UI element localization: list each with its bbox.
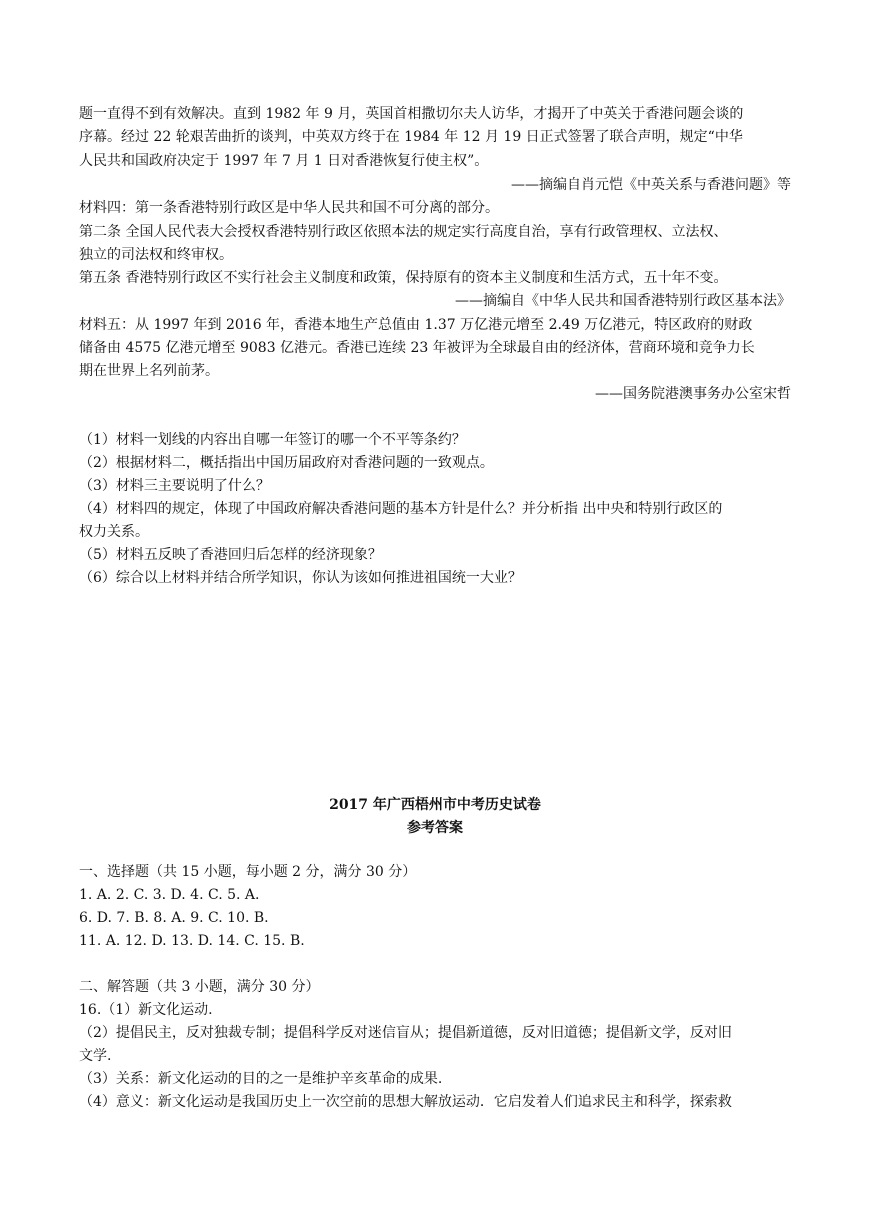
question-item: （6）综合以上材料并结合所学知识，你认为该如何推进祖国统一大业？ bbox=[79, 570, 522, 586]
question-item: （3）材料三主要说明了什么？ bbox=[79, 478, 270, 494]
answer-line: 文学. bbox=[79, 1048, 112, 1064]
answer-subtitle: 参考答案 bbox=[407, 820, 463, 836]
question-item: （2）根据材料二，概括指出中国历届政府对香港问题的一致观点。 bbox=[79, 455, 494, 471]
material-five-source: ——国务院港澳事务办公室宋哲 bbox=[595, 386, 791, 402]
material-three-line: 人民共和国政府决定于 1997 年 7 月 1 日对香港恢复行使主权”。 bbox=[79, 153, 489, 169]
answer-line: （3）关系：新文化运动的目的之一是维护辛亥革命的成果. bbox=[79, 1071, 443, 1087]
question-item: （4）材料四的规定，体现了中国政府解决香港问题的基本方针是什么？并分析指 出中央和特别行政区的 bbox=[79, 501, 723, 517]
material-five-line: 期在世界上名列前茅。 bbox=[79, 363, 219, 379]
material-five-line: 储备由 4575 亿港元增至 9083 亿港元。香港已连续 23 年被评为全球最自由的经济体，营商环境和竞争力长 bbox=[79, 340, 755, 356]
material-three-line: 序幕。经过 22 轮艰苦曲折的谈判，中英双方终于在 1984 年 12 月 19 日正式签署了联合声明，规定“中华 bbox=[79, 129, 743, 145]
choice-answer-row: 11. A. 12. D. 13. D. 14. C. 15. B. bbox=[79, 933, 305, 949]
answer-line: （2）提倡民主，反对独裁专制；提倡科学反对迷信盲从；提倡新道德，反对旧道德；提倡新文学，反对旧 bbox=[79, 1025, 732, 1041]
material-five-line: 材料五：从 1997 年到 2016 年，香港本地生产总值由 1.37 万亿港元增至 2.49 万亿港元，特区政府的财政 bbox=[79, 317, 753, 333]
question-item: （1）材料一划线的内容出自哪一年签订的哪一个不平等条约？ bbox=[79, 432, 466, 448]
question-item: （5）材料五反映了香港回归后怎样的经济现象？ bbox=[79, 547, 382, 563]
question-item: 权力关系。 bbox=[79, 524, 149, 540]
choice-answer-row: 6. D. 7. B. 8. A. 9. C. 10. B. bbox=[79, 910, 269, 926]
material-four-article-five: 第五条 香港特别行政区不实行社会主义制度和政策，保持原有的资本主义制度和生活方式，五十年不变。 bbox=[79, 270, 728, 286]
material-four-article-two: 第二条 全国人民代表大会授权香港特别行政区依照本法的规定实行高度自治，享有行政管理权、立法权、 bbox=[79, 224, 728, 240]
answer-title: 2017 年广西梧州市中考历史试卷 bbox=[329, 797, 541, 813]
answer-line: 16.（1）新文化运动. bbox=[79, 1002, 213, 1018]
part-two-heading: 二、解答题（共 3 小题，满分 30 分） bbox=[79, 979, 320, 995]
choice-answer-row: 1. A. 2. C. 3. D. 4. C. 5. A. bbox=[79, 887, 260, 903]
material-four-article-two: 独立的司法权和终审权。 bbox=[79, 247, 233, 263]
material-three-line: 题一直得不到有效解决。直到 1982 年 9 月，英国首相撒切尔夫人访华，才揭开了中英关于香港问题会谈的 bbox=[79, 106, 744, 122]
material-four-intro: 材料四：第一条香港特别行政区是中华人民共和国不可分离的部分。 bbox=[79, 200, 499, 216]
part-one-heading: 一、选择题（共 15 小题，每小题 2 分，满分 30 分） bbox=[79, 864, 417, 880]
material-four-source: ——摘编自《中华人民共和国香港特别行政区基本法》 bbox=[455, 293, 791, 309]
answer-line: （4）意义：新文化运动是我国历史上一次空前的思想大解放运动．它启发着人们追求民主和科学，探索救 bbox=[79, 1094, 732, 1110]
material-three-source: ——摘编自肖元恺《中英关系与香港问题》等 bbox=[511, 177, 791, 193]
